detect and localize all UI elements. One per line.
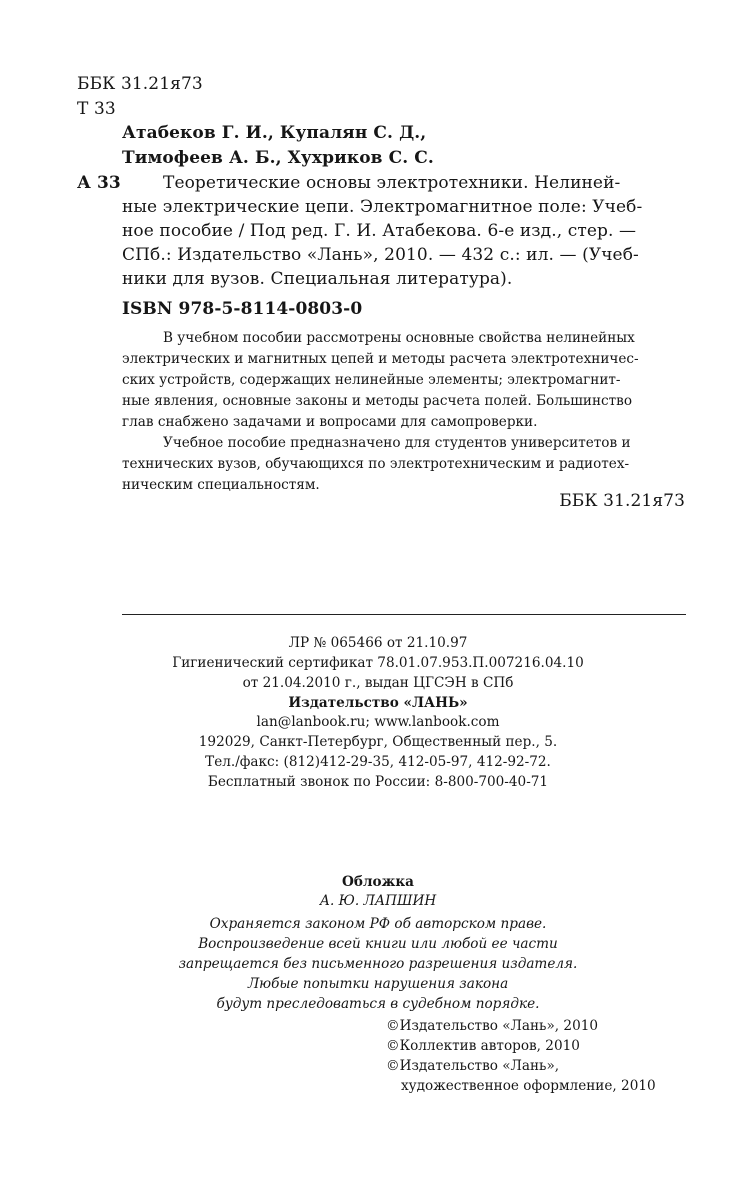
authors-line-2: Тимофеев А. Б., Хухриков С. С. — [122, 148, 434, 168]
license-number: ЛР № 065466 от 21.10.97 — [288, 635, 468, 651]
copyright-notice-line: будут преследоваться в судебном порядке. — [216, 996, 540, 1012]
abstract-line: ные явления, основные законы и методы расчета полей. Большинство — [122, 393, 633, 409]
copyright-notice-line: Любые попытки нарушения закона — [247, 976, 509, 992]
hygiene-issued: от 21.04.2010 г., выдан ЦГСЭН в СПб — [242, 675, 514, 691]
copyright-line: ©Издательство «Лань», — [386, 1058, 560, 1074]
author-mark: Т 33 — [77, 99, 116, 119]
isbn: ISBN 978-5-8114-0803-0 — [122, 299, 363, 319]
cover-label: Обложка — [342, 874, 414, 890]
publisher-web: lan@lanbook.ru; www.lanbook.com — [256, 714, 500, 730]
description-line-2: ные электрические цепи. Электромагнитное поле: Учеб- — [122, 197, 643, 217]
copyright-notice-line: Воспроизведение всей книги или любой ее части — [198, 936, 558, 952]
publisher-address: 192029, Санкт-Петербург, Общественный пер., 5. — [198, 734, 558, 750]
abstract-line: электрических и магнитных цепей и методы расчета электротехничес- — [122, 351, 639, 367]
copyright-line: ©Издательство «Лань», 2010 — [386, 1018, 599, 1034]
description-line-4: СПб.: Издательство «Лань», 2010. — 432 с.: ил. — (Учеб- — [122, 245, 639, 265]
bbk-code-top: ББК 31.21я73 — [77, 74, 203, 94]
abstract-line: Учебное пособие предназначено для студентов университетов и — [163, 435, 631, 451]
abstract-line: В учебном пособии рассмотрены основные свойства нелинейных — [163, 330, 635, 346]
hygiene-certificate: Гигиенический сертификат 78.01.07.953.П.007216.04.10 — [172, 655, 584, 671]
abstract-line: ническим специальностям. — [122, 477, 320, 493]
publisher-phone: Тел./факс: (812)412-29-35, 412-05-97, 412-92-72. — [205, 754, 551, 770]
abstract-line: глав снабжено задачами и вопросами для самопроверки. — [122, 414, 538, 430]
authors-line-1: Атабеков Г. И., Купалян С. Д., — [122, 123, 427, 143]
publisher-hotline: Бесплатный звонок по России: 8-800-700-40-71 — [207, 774, 549, 790]
description-line-5: ники для вузов. Специальная литература). — [122, 269, 513, 289]
description-line-1: Теоретические основы электротехники. Нелиней- — [163, 173, 621, 193]
publisher-name: Издательство «ЛАНЬ» — [288, 695, 468, 711]
abstract-line: технических вузов, обучающихся по электротехническим и радиотех- — [122, 456, 630, 472]
copyright-line: ©Коллектив авторов, 2010 — [386, 1038, 580, 1054]
copyright-line: художественное оформление, 2010 — [401, 1078, 656, 1094]
description-line-3: ное пособие / Под ред. Г. И. Атабекова. 6-е изд., стер. — — [122, 221, 637, 241]
cover-artist: А. Ю. ЛАПШИН — [319, 893, 437, 909]
copyright-notice-line: Охраняется законом РФ об авторском праве. — [209, 916, 547, 932]
bbk-code-bottom: ББК 31.21я73 — [559, 491, 685, 511]
copyright-notice-line: запрещается без письменного разрешения издателя. — [178, 956, 578, 972]
class-mark: А 33 — [77, 173, 121, 193]
abstract-line: ских устройств, содержащих нелинейные элементы; электромагнит- — [122, 372, 621, 388]
divider — [122, 614, 686, 615]
